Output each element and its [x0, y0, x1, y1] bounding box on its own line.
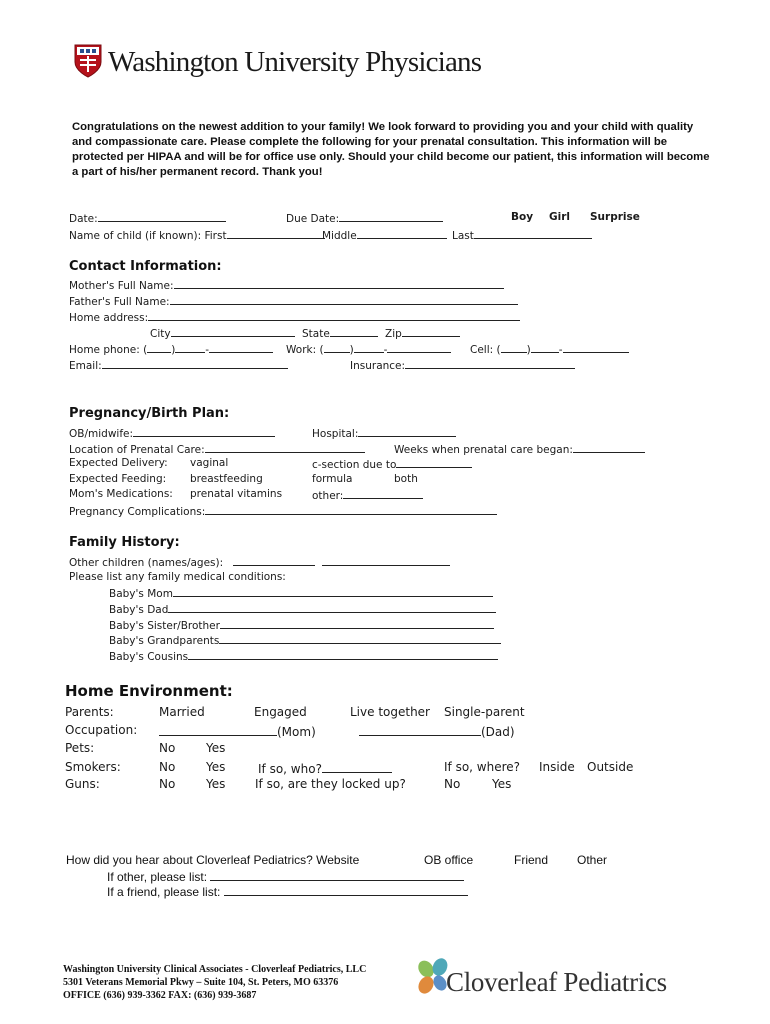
cloverleaf-logo: [414, 955, 714, 1005]
live-together-option[interactable]: Live together: [350, 705, 430, 719]
smokers-yes-option[interactable]: Yes: [206, 760, 226, 774]
pregnancy-heading: Pregnancy/Birth Plan:: [69, 406, 230, 421]
guns-label: Guns:: [65, 777, 100, 791]
pets-label: Pets:: [65, 741, 95, 755]
family-history-heading: Family History:: [69, 535, 180, 550]
footer-line-3: OFFICE (636) 939-3362 FAX: (636) 939-3687: [63, 990, 257, 1001]
work-phone-field[interactable]: Work: ( ) -: [286, 342, 451, 356]
babys-mom-field[interactable]: Baby's Mom: [109, 586, 493, 600]
smoke-outside-option[interactable]: Outside: [587, 760, 634, 774]
city-field[interactable]: City: [150, 326, 295, 340]
intro-paragraph: Congratulations on the newest addition to your family! We look forward to providing you and your child with quality and compassionate care. Please complete the following for your prenatal consultation. This information will be protected per HIPAA and will be for office use only. Should your child become our patient, this information will become a part of his/her permanent record. Thank you!: [72, 121, 710, 178]
babys-grandparents-field[interactable]: Baby's Grandparents: [109, 633, 501, 647]
home-environment-heading: Home Environment:: [65, 682, 233, 700]
occupation-label: Occupation:: [65, 723, 138, 737]
surprise-option[interactable]: Surprise: [590, 211, 640, 223]
mom-occupation-field[interactable]: (Mom): [159, 723, 316, 739]
home-phone-field[interactable]: Home phone: ( ) -: [69, 342, 273, 356]
formula-option[interactable]: formula: [312, 473, 353, 485]
babys-cousins-field[interactable]: Baby's Cousins: [109, 649, 498, 663]
hospital-field[interactable]: Hospital:: [312, 426, 456, 440]
friend-option[interactable]: Friend: [514, 853, 549, 867]
single-parent-option[interactable]: Single-parent: [444, 705, 525, 719]
breastfeeding-option[interactable]: breastfeeding: [190, 473, 263, 485]
moms-medications-label: Mom's Medications:: [69, 488, 173, 500]
other-children-field[interactable]: Other children (names/ages):: [69, 555, 450, 569]
csection-field[interactable]: c-section due to: [312, 457, 472, 471]
father-name-field[interactable]: Father's Full Name:: [69, 294, 518, 308]
insurance-field[interactable]: Insurance:: [350, 358, 575, 372]
child-last-name-field[interactable]: Last: [452, 228, 592, 242]
home-address-field[interactable]: Home address:: [69, 310, 520, 324]
if-other-field[interactable]: If other, please list:: [107, 868, 464, 884]
babys-dad-field[interactable]: Baby's Dad: [109, 602, 496, 616]
locked-yes-option[interactable]: Yes: [492, 777, 512, 791]
expected-delivery-label: Expected Delivery:: [69, 457, 168, 469]
child-first-name-field[interactable]: Name of child (if known): First: [69, 228, 325, 242]
expected-feeding-label: Expected Feeding:: [69, 473, 167, 485]
due-date-field[interactable]: Due Date:: [286, 211, 443, 225]
date-field[interactable]: Date:: [69, 211, 226, 225]
guns-locked-label: If so, are they locked up?: [255, 777, 406, 791]
both-option[interactable]: both: [394, 473, 418, 485]
prenatal-vitamins-option[interactable]: prenatal vitamins: [190, 488, 283, 500]
contact-heading: Contact Information:: [69, 259, 222, 274]
cloverleaf-wordmark: Cloverleaf Pediatrics: [446, 967, 667, 997]
parents-label: Parents:: [65, 705, 114, 719]
smokers-where-label: If so, where?: [444, 760, 521, 774]
zip-field[interactable]: Zip: [385, 326, 460, 340]
child-middle-name-field[interactable]: Middle: [322, 228, 447, 242]
pregnancy-complications-field[interactable]: Pregnancy Complications:: [69, 504, 497, 518]
smokers-label: Smokers:: [65, 760, 121, 774]
babys-sibling-field[interactable]: Baby's Sister/Brother: [109, 618, 494, 632]
prenatal-location-field[interactable]: Location of Prenatal Care:: [69, 442, 365, 456]
if-friend-field[interactable]: If a friend, please list:: [107, 883, 468, 899]
ob-midwife-field[interactable]: OB/midwife:: [69, 426, 275, 440]
ob-office-option[interactable]: OB office: [424, 853, 474, 867]
married-option[interactable]: Married: [159, 705, 205, 719]
dad-occupation-field[interactable]: (Dad): [359, 723, 515, 739]
engaged-option[interactable]: Engaged: [254, 705, 307, 719]
footer-line-1: Washington University Clinical Associates - Cloverleaf Pediatrics, LLC: [63, 964, 367, 975]
mother-name-field[interactable]: Mother's Full Name:: [69, 278, 504, 292]
locked-no-option[interactable]: No: [444, 777, 461, 791]
referral-question[interactable]: How did you hear about Cloverleaf Pediatrics? Website: [66, 853, 360, 867]
guns-no-option[interactable]: No: [159, 777, 176, 791]
other-medications-field[interactable]: other:: [312, 488, 423, 502]
smoke-inside-option[interactable]: Inside: [539, 760, 575, 774]
vaginal-option[interactable]: vaginal: [190, 457, 229, 469]
weeks-prenatal-field[interactable]: Weeks when prenatal care began:: [394, 442, 645, 456]
cell-phone-field[interactable]: Cell: ( ) -: [470, 342, 629, 356]
state-field[interactable]: State: [302, 326, 378, 340]
footer-line-2: 5301 Veterans Memorial Pkwy – Suite 104, St. Peters, MO 63376: [63, 977, 339, 988]
pets-yes-option[interactable]: Yes: [206, 741, 226, 755]
other-option[interactable]: Other: [577, 853, 608, 867]
girl-option[interactable]: Girl: [549, 211, 570, 223]
smokers-no-option[interactable]: No: [159, 760, 176, 774]
boy-option[interactable]: Boy: [511, 211, 534, 223]
smokers-who-field[interactable]: If so, who?: [258, 760, 392, 776]
pets-no-option[interactable]: No: [159, 741, 176, 755]
logo-wordmark: Washington University Physicians: [108, 46, 482, 78]
shield-icon: [74, 44, 102, 78]
family-conditions-label: Please list any family medical conditions:: [69, 571, 286, 583]
guns-yes-option[interactable]: Yes: [206, 777, 226, 791]
email-field[interactable]: Email:: [69, 358, 288, 372]
